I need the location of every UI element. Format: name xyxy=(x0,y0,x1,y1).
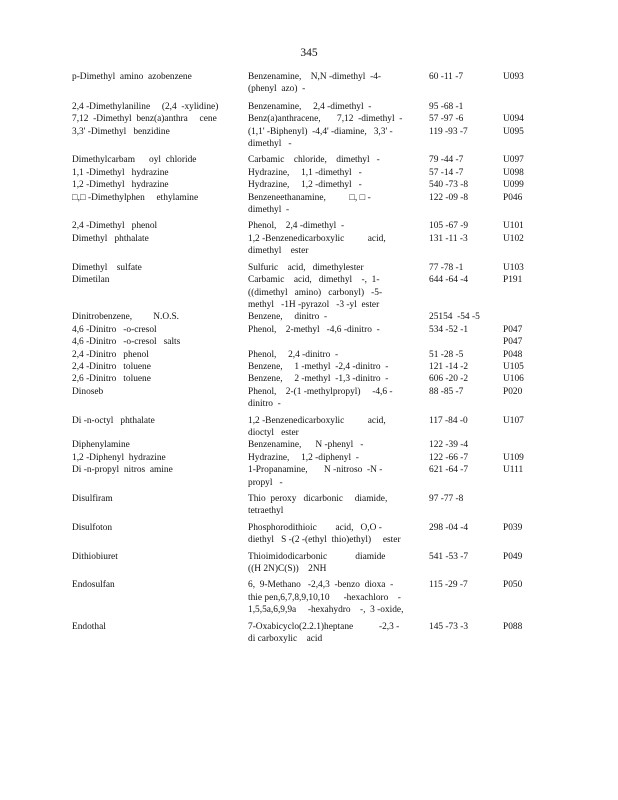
cas-number: 57 -14 -7 xyxy=(429,167,464,178)
table-row xyxy=(72,274,552,311)
chemical-name: Thio peroxy dicarbonic diamide, tetraethyl xyxy=(248,494,388,517)
waste-code: U106 xyxy=(503,374,524,385)
cas-number: 621 -64 -7 xyxy=(429,465,469,476)
waste-code: U093 xyxy=(503,72,524,82)
chemical-name: Benzene, dinitro - xyxy=(248,312,328,323)
waste-code: U098 xyxy=(503,167,524,178)
table-row xyxy=(72,71,552,96)
cas-number: 79 -44 -7 xyxy=(429,155,464,166)
table-row xyxy=(72,220,552,232)
chemical-name: Phenol, 2,4 -dinitro - xyxy=(248,349,339,360)
chemical-name: Benzene, 2 -methyl -1,3 -dinitro - xyxy=(248,374,389,385)
cas-number: 122 -09 -8 xyxy=(429,192,469,203)
table-row xyxy=(72,464,552,489)
cas-number: 95 -68 -1 xyxy=(429,101,464,112)
cas-number: 88 -85 -7 xyxy=(429,386,464,397)
waste-code: P020 xyxy=(503,386,523,397)
table-row xyxy=(72,415,552,440)
substance-name: Dithiobiuret xyxy=(72,551,118,562)
chemical-name: Phenol, 2-methyl -4,6 -dinitro - xyxy=(248,324,380,335)
cas-number: 60 -11 -7 xyxy=(429,72,464,82)
cas-number: 97 -77 -8 xyxy=(429,494,464,504)
cas-number: 119 -93 -7 xyxy=(429,126,468,137)
chemical-name: 6, 9-Methano -2,4,3 -benzo dioxa - thie pen,6,7,8,9,10,10 -hexachloro - 1,5,5a,6,9,9a -hexahydro -, 3 -oxide, xyxy=(248,580,404,616)
waste-code: P088 xyxy=(503,621,523,632)
cas-number: 540 -73 -8 xyxy=(429,180,469,191)
chemical-name: Carbamic chloride, dimethyl - xyxy=(248,155,380,166)
waste-code: U102 xyxy=(503,233,524,244)
waste-code: P046 xyxy=(503,192,523,203)
waste-code: P049 xyxy=(503,551,523,562)
table-row xyxy=(72,579,552,616)
cas-number: 122 -66 -7 xyxy=(429,452,469,463)
waste-code: U105 xyxy=(503,361,524,372)
substance-name: 7,12 -Dimethyl benz(a)anthra cene xyxy=(72,114,217,125)
substance-name: Dimetilan xyxy=(72,275,110,286)
substance-name: 1,2 -Diphenyl hydrazine xyxy=(72,452,166,463)
chemical-name: Hydrazine, 1,2 -dimethyl - xyxy=(248,180,362,191)
cas-number: 51 -28 -5 xyxy=(429,349,464,360)
waste-code: P191 xyxy=(503,275,523,286)
substance-name: Dinoseb xyxy=(72,386,104,397)
table-row xyxy=(72,126,552,151)
chemical-name: (1,1' -Biphenyl) -4,4' -diamine, 3,3' - dimethyl - xyxy=(248,126,393,150)
table-row xyxy=(72,154,552,166)
table-row xyxy=(72,452,552,464)
substance-name: 4,6 -Dinitro -o-cresol xyxy=(72,324,157,335)
table-row xyxy=(72,551,552,576)
table-row xyxy=(72,101,552,113)
table-row xyxy=(72,262,552,274)
substance-name: Dimethyl phthalate xyxy=(72,233,149,244)
chemical-name: 1,2 -Benzenedicarboxylic acid, dimethyl ester xyxy=(248,233,386,257)
waste-code: U111 xyxy=(503,465,524,476)
table-row xyxy=(72,233,552,258)
chemical-name: Carbamic acid, dimethyl -, 1- ((dimethyl amino) carbonyl) -5- methyl -1H -pyrazol -3 -yl ester xyxy=(248,275,383,310)
substance-name: 2,4 -Dinitro toluene xyxy=(72,361,151,372)
substance-name: 1,1 -Dimethyl hydrazine xyxy=(72,167,169,178)
substance-name: 2,4 -Dimethylaniline (2,4 -xylidine) xyxy=(72,101,219,112)
cas-number: 25154 -54 -5 xyxy=(429,312,480,323)
table-row xyxy=(72,167,552,179)
substance-name: 1,2 -Dimethyl hydrazine xyxy=(72,180,169,191)
waste-code: U107 xyxy=(503,415,524,426)
waste-code: U097 xyxy=(503,155,524,166)
chemical-name: Phenol, 2,4 -dimethyl - xyxy=(248,221,345,232)
waste-code: U101 xyxy=(503,221,524,232)
waste-code: U095 xyxy=(503,126,524,137)
table-row xyxy=(72,179,552,191)
cas-number: 117 -84 -0 xyxy=(429,415,468,426)
table-row xyxy=(72,349,552,361)
substance-name: Di -n-propyl nitros amine xyxy=(72,465,173,476)
substance-name: Dimethylcarbam oyl chloride xyxy=(72,155,197,166)
chemical-name: Sulfuric acid, dimethylester xyxy=(248,262,364,273)
waste-code: P047 xyxy=(503,337,523,348)
substance-name: Endothal xyxy=(72,621,106,632)
substance-name: □,□ -Dimethylphen ethylamine xyxy=(72,192,199,203)
chemical-name: Benzenamine, N,N -dimethyl -4- (phenyl azo) - xyxy=(248,72,382,95)
chemical-name: 7-Oxabicyclo(2.2.1)heptane -2,3 - di carboxylic acid xyxy=(248,621,400,645)
table-row xyxy=(72,493,552,518)
waste-code: U099 xyxy=(503,180,524,191)
chemical-name: Hydrazine, 1,1 -dimethyl - xyxy=(248,167,362,178)
chemical-name: Benzenamine, 2,4 -dimethyl - xyxy=(248,101,372,112)
cas-number: 534 -52 -1 xyxy=(429,324,469,335)
cas-number: 115 -29 -7 xyxy=(429,580,468,591)
hazardous-waste-table xyxy=(72,71,552,645)
chemical-name: Benzeneethanamine, □, □ - dimethyl - xyxy=(248,192,371,216)
cas-number: 131 -11 -3 xyxy=(429,233,468,244)
waste-code: U103 xyxy=(503,262,524,273)
cas-number: 122 -39 -4 xyxy=(429,440,469,451)
waste-code: P050 xyxy=(503,580,523,591)
substance-name: Disulfoton xyxy=(72,522,113,533)
table-row xyxy=(72,361,552,373)
cas-number: 606 -20 -2 xyxy=(429,374,469,385)
cas-number: 541 -53 -7 xyxy=(429,551,469,562)
substance-name: Disulfiram xyxy=(72,494,113,504)
table-row xyxy=(72,439,552,451)
waste-code: U109 xyxy=(503,452,524,463)
substance-name: Di -n-octyl phthalate xyxy=(72,415,155,426)
cas-number: 298 -04 -4 xyxy=(429,522,469,533)
cas-number: 105 -67 -9 xyxy=(429,221,469,232)
table-row xyxy=(72,336,552,348)
substance-name: 2,4 -Dimethyl phenol xyxy=(72,221,158,232)
substance-name: 2,4 -Dinitro phenol xyxy=(72,349,149,360)
table-row xyxy=(72,373,552,385)
chemical-name: Benzenamine, N -phenyl - xyxy=(248,440,364,451)
chemical-name: Benz(a)anthracene, 7,12 -dimethyl - xyxy=(248,114,403,125)
substance-name: 3,3' -Dimethyl benzidine xyxy=(72,126,170,137)
substance-name: p-Dimethyl amino azobenzene xyxy=(72,72,192,82)
chemical-name: Thioimidodicarbonic diamide ((H 2N)C(S)) 2NH xyxy=(248,551,386,575)
table-row xyxy=(72,522,552,547)
substance-name: 2,6 -Dinitro toluene xyxy=(72,374,151,385)
page-number: 345 xyxy=(300,47,318,59)
table-row xyxy=(72,113,552,125)
waste-code: P039 xyxy=(503,522,523,533)
substance-name: Dimethyl sulfate xyxy=(72,262,142,273)
table-row xyxy=(72,621,552,646)
chemical-name: Hydrazine, 1,2 -diphenyl - xyxy=(248,452,359,463)
cas-number: 121 -14 -2 xyxy=(429,361,469,372)
chemical-name: 1,2 -Benzenedicarboxylic acid, dioctyl ester xyxy=(248,415,386,438)
waste-code: U094 xyxy=(503,114,524,125)
chemical-name: 1-Propanamine, N -nitroso -N - propyl - xyxy=(248,465,383,488)
substance-name: Diphenylamine xyxy=(72,440,130,451)
cas-number: 644 -64 -4 xyxy=(429,275,469,286)
cas-number: 57 -97 -6 xyxy=(429,114,464,125)
substance-name: Endosulfan xyxy=(72,580,115,591)
table-row xyxy=(72,311,552,323)
chemical-name: Phosphorodithioic acid, O,O - diethyl S -(2 -(ethyl thio)ethyl) ester xyxy=(248,522,401,546)
waste-code: P048 xyxy=(503,349,523,360)
chemical-name: Benzene, 1 -methyl -2,4 -dinitro - xyxy=(248,361,389,372)
cas-number: 145 -73 -3 xyxy=(429,621,469,632)
table-row xyxy=(72,324,552,336)
table-row xyxy=(72,192,552,217)
substance-name: Dinitrobenzene, N.O.S. xyxy=(72,312,180,323)
chemical-name: Phenol, 2-(1 -methylpropyl) -4,6 - dinitro - xyxy=(248,386,393,410)
substance-name: 4,6 -Dinitro -o-cresol salts xyxy=(72,337,181,348)
table-row xyxy=(72,386,552,411)
waste-code: P047 xyxy=(503,324,523,335)
cas-number: 77 -78 -1 xyxy=(429,262,464,273)
